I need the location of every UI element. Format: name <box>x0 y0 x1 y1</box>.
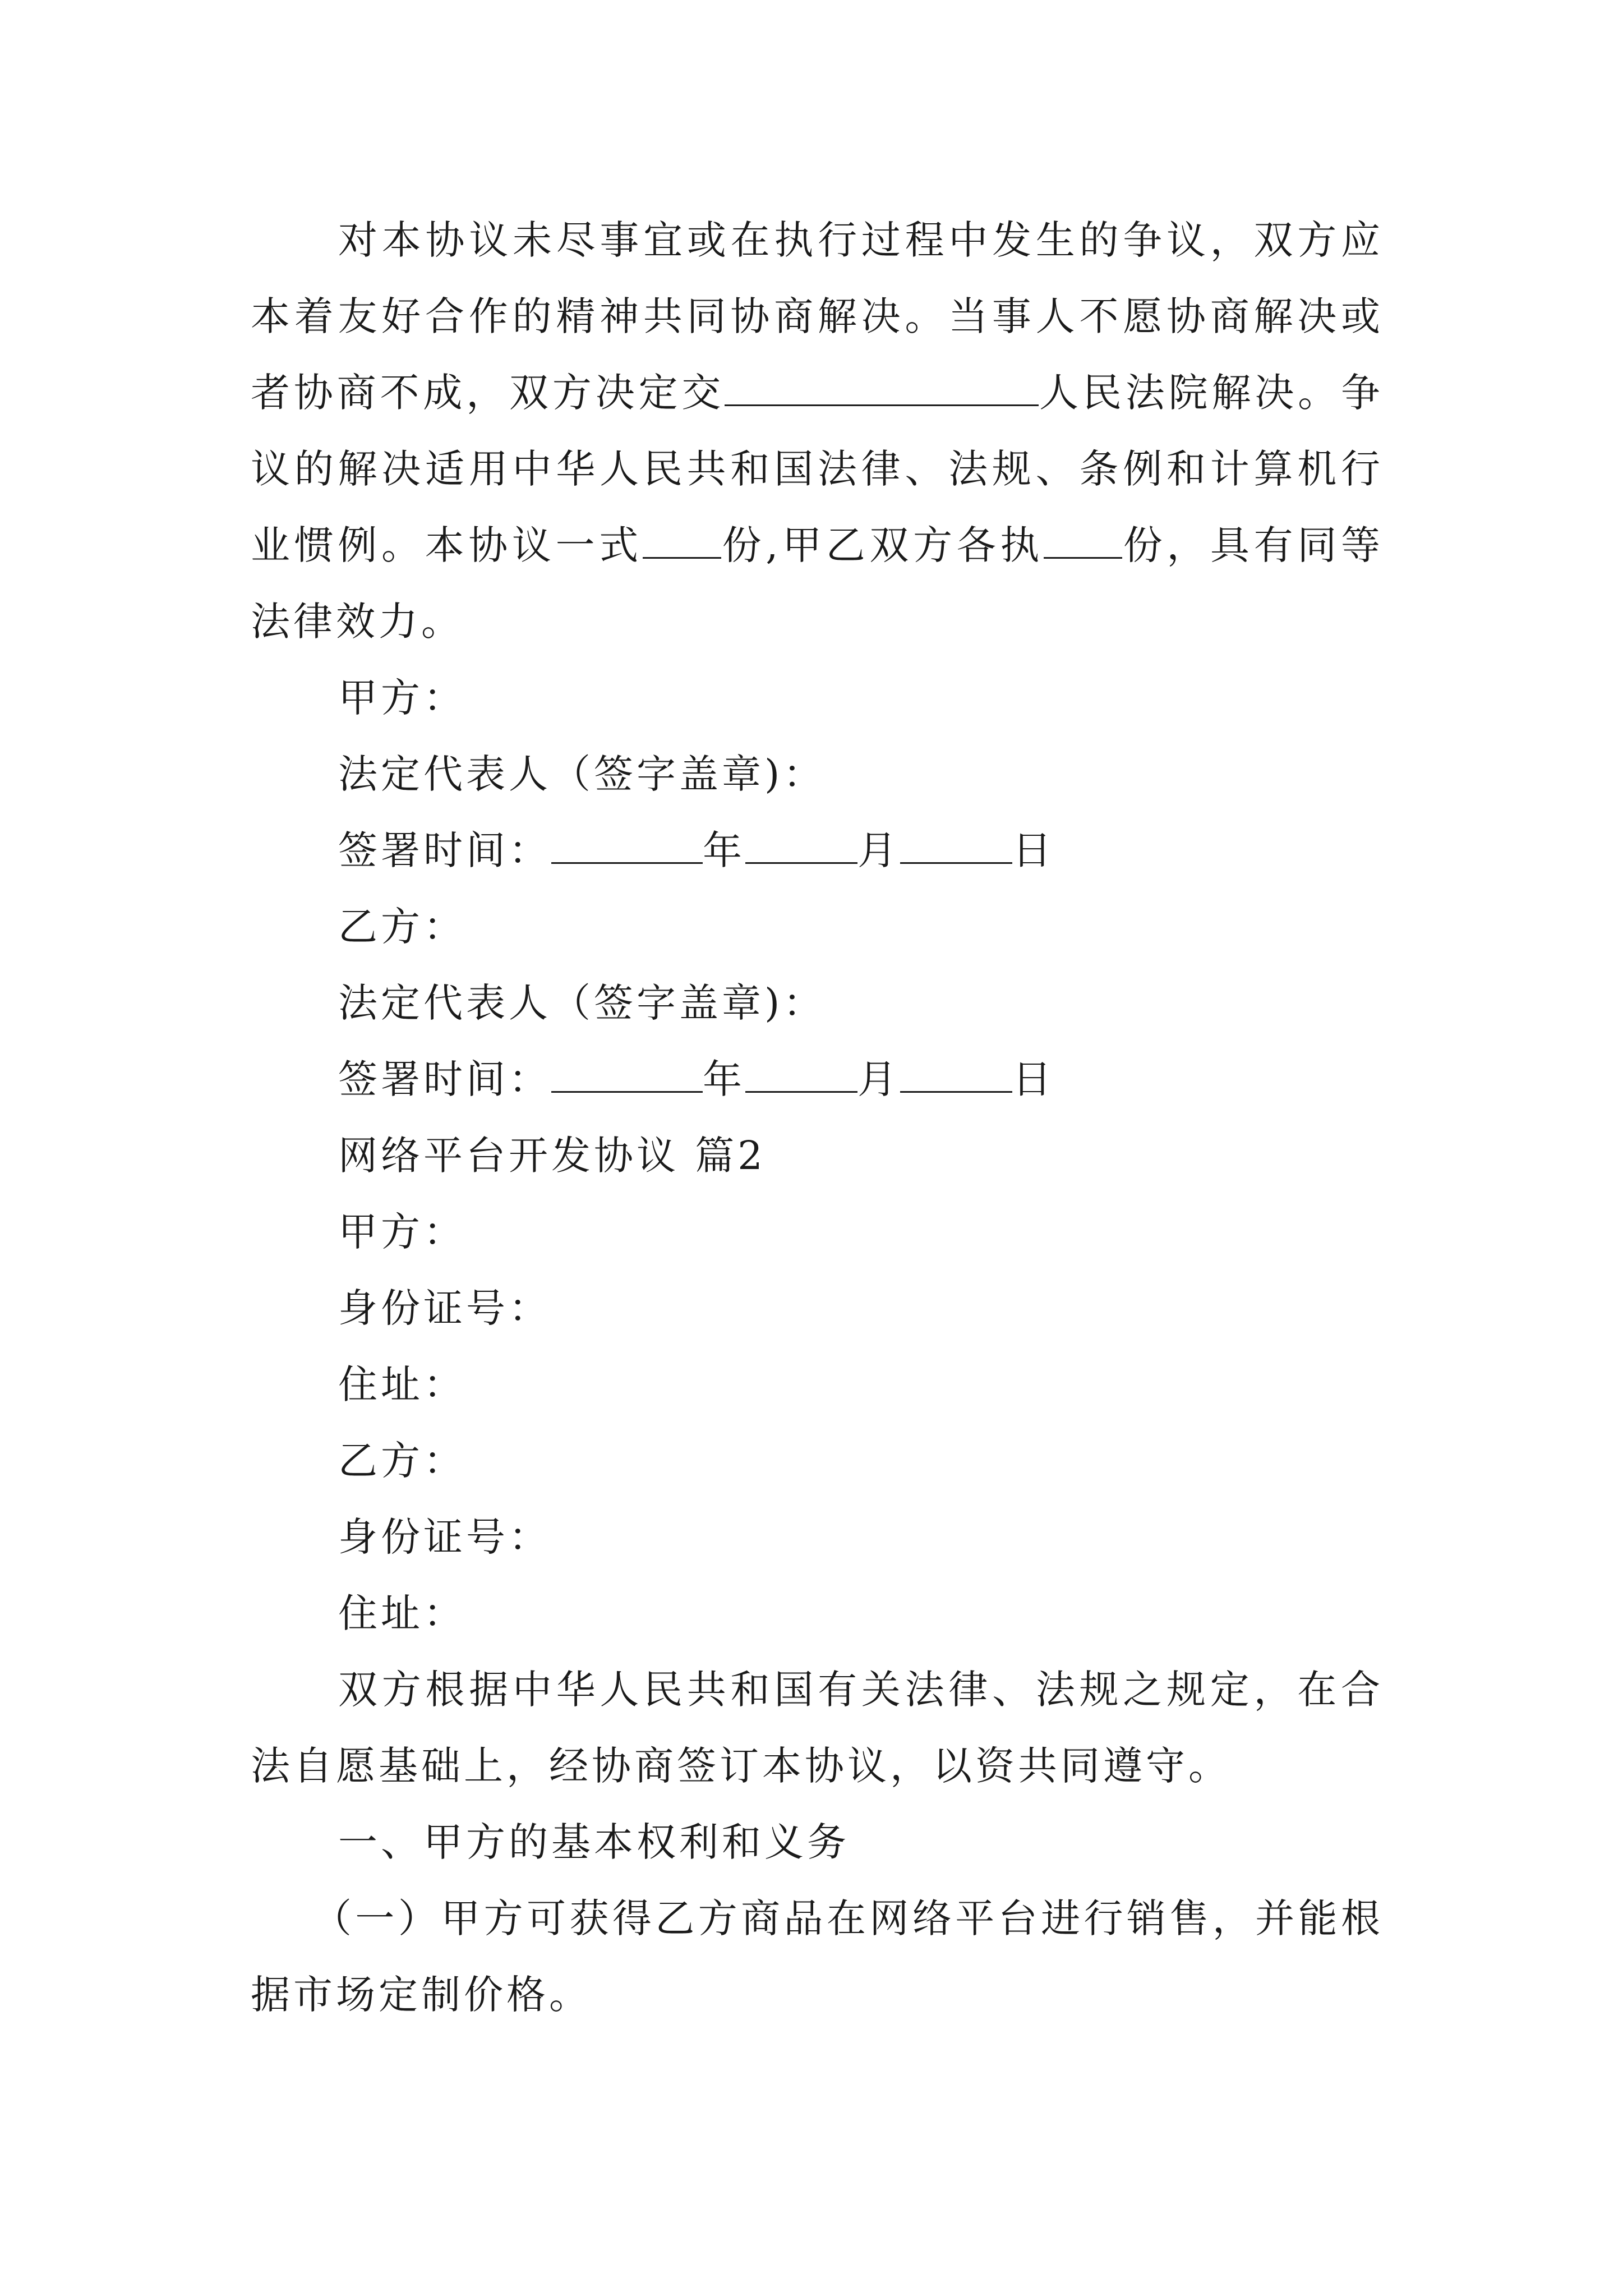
s2-party-a-id-label: 身份证号： <box>338 1285 551 1331</box>
dispute-clause-paragraph <box>251 202 1384 660</box>
dispute-text-3: 份,甲乙双方各执 <box>721 522 1044 568</box>
party-a-label: 甲方： <box>338 675 466 721</box>
year-blank <box>551 1059 703 1093</box>
party-a-representative: 法定代表人（签字盖章)： <box>338 751 826 797</box>
document-body <box>251 202 1384 2033</box>
day-blank <box>900 830 1012 864</box>
party-b-label: 乙方： <box>338 904 466 950</box>
dispute-text-4: 份，具有同等法律效力。 <box>251 522 1384 645</box>
month-blank <box>745 830 857 864</box>
s2-party-b-label: 乙方： <box>338 1438 466 1484</box>
section-2-title: 网络平台开发协议 篇2 <box>338 1133 766 1179</box>
day-label: 日 <box>1012 1056 1055 1102</box>
day-blank <box>900 1059 1012 1093</box>
copies-total-blank <box>643 524 721 559</box>
s2-party-a-label: 甲方： <box>338 1209 466 1255</box>
party-a-sign-date <box>251 812 1384 889</box>
s2-party-a-address-label: 住址： <box>338 1361 466 1407</box>
s2-item-1-paragraph: （一）甲方可获得乙方商品在网络平台进行销售，并能根据市场定制价格。 <box>251 1895 1384 2018</box>
dispute-text-1: 对本协议未尽事宜或在执行过程中发生的争议，双方应本着友好合作的精神共同协商解决。当事人不愿协商解决或者协商不成，双方决定交 <box>251 217 1384 416</box>
month-label: 月 <box>857 827 900 873</box>
day-label: 日 <box>1012 827 1055 873</box>
month-blank <box>745 1059 857 1093</box>
s2-party-b-id-label: 身份证号： <box>338 1514 551 1560</box>
year-blank <box>551 830 703 864</box>
s2-heading-1: 一、甲方的基本权利和义务 <box>338 1819 850 1865</box>
court-blank <box>725 372 1039 406</box>
party-b-representative: 法定代表人（签字盖章)： <box>338 980 826 1026</box>
s2-party-b-address-label: 住址： <box>338 1590 466 1636</box>
s2-intro-paragraph: 双方根据中华人民共和国有关法律、法规之规定，在合法自愿基础上，经协商签订本协议，以资共同遵守。 <box>251 1667 1384 1789</box>
copies-each-blank <box>1044 524 1122 559</box>
dispute-text-2: 人民法院解决。争议的解决适用中华人民共和国法律、法规、条例和计算机行业惯例。本协议一式 <box>251 370 1384 568</box>
party-b-sign-date <box>251 1041 1384 1117</box>
year-label: 年 <box>703 1056 745 1102</box>
year-label: 年 <box>703 827 745 873</box>
month-label: 月 <box>857 1056 900 1102</box>
sign-date-label: 签署时间： <box>338 827 551 873</box>
sign-date-label: 签署时间： <box>338 1056 551 1102</box>
